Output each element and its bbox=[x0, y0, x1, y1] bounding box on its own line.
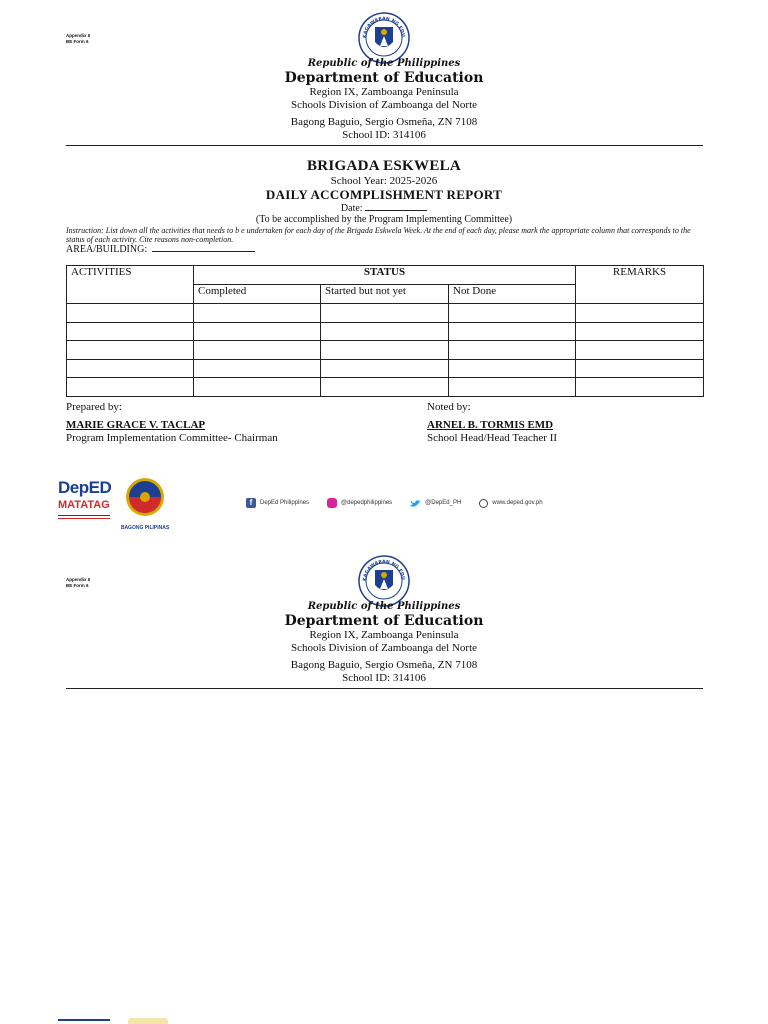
logo-underline bbox=[58, 518, 110, 519]
remarks-cell[interactable] bbox=[576, 378, 704, 397]
instagram-link[interactable]: @depedphilippines bbox=[341, 500, 393, 506]
activity-cell[interactable] bbox=[67, 359, 194, 378]
activity-cell[interactable] bbox=[67, 322, 194, 341]
not-done-cell[interactable] bbox=[449, 359, 576, 378]
remarks-cell[interactable] bbox=[576, 304, 704, 323]
division-line: Schools Division of Zamboanga del Norte bbox=[290, 642, 478, 654]
appendix-label bbox=[66, 577, 90, 589]
not-done-header: Not Done bbox=[449, 285, 576, 304]
started-cell[interactable] bbox=[321, 304, 449, 323]
completed-header: Completed bbox=[194, 285, 321, 304]
department-line: Department of Education bbox=[284, 70, 484, 86]
date-field bbox=[0, 203, 768, 214]
deped-matatag-logo bbox=[58, 478, 114, 530]
logo-underline bbox=[58, 515, 110, 516]
table-row bbox=[67, 359, 704, 378]
not-done-cell[interactable] bbox=[449, 378, 576, 397]
table-row bbox=[67, 378, 704, 397]
completed-cell[interactable] bbox=[194, 359, 321, 378]
table-row bbox=[67, 341, 704, 360]
area-label: AREA/BUILDING: bbox=[66, 244, 148, 255]
logo-underline bbox=[58, 1019, 110, 1021]
not-done-cell[interactable] bbox=[449, 341, 576, 360]
appendix-line: Appendix II bbox=[66, 577, 91, 582]
svg-text:KAGAWARAN NG EDUKASYON: KAGAWARAN NG EDU bbox=[362, 16, 406, 39]
remarks-cell[interactable] bbox=[576, 359, 704, 378]
started-cell[interactable] bbox=[321, 322, 449, 341]
header-divider bbox=[66, 145, 703, 146]
date-blank[interactable] bbox=[365, 210, 427, 211]
activities-header: ACTIVITIES bbox=[67, 266, 194, 304]
region-line: Region IX, Zamboanga Peninsula bbox=[309, 86, 459, 98]
completed-cell[interactable] bbox=[194, 322, 321, 341]
report-title: BRIGADA ESKWELA bbox=[306, 158, 462, 174]
social-links bbox=[246, 498, 543, 508]
region-line: Region IX, Zamboanga Peninsula bbox=[309, 629, 459, 641]
accomplishment-table bbox=[66, 265, 704, 397]
instruction-text: Instruction: List down all the activities that needs to b e undertaken for each day of the Brigada Eskwela Week. At the end of each day, please mark the appropriate column that corresponds to the status of each activity. Cite reasons non-completion. bbox=[66, 226, 691, 244]
started-header: Started but not yet bbox=[321, 285, 449, 304]
noted-by-label: Noted by: bbox=[427, 401, 471, 413]
prepared-by-position: Program Implementation Committee- Chairman bbox=[66, 432, 278, 444]
school-id: School ID: 314106 bbox=[342, 672, 426, 684]
form-number: BE Form 6 bbox=[66, 583, 89, 588]
svg-text:KAGAWARAN NG EDUKASYON: KAGAWARAN NG EDU bbox=[362, 559, 406, 582]
republic-line: Republic of the Philippines bbox=[307, 58, 461, 69]
form-number: BE Form 6 bbox=[66, 39, 89, 44]
deped-logo-text: DepED bbox=[58, 478, 112, 497]
republic-line: Republic of the Philippines bbox=[307, 601, 461, 612]
area-building-field bbox=[66, 244, 255, 255]
deped-seal bbox=[358, 555, 410, 607]
school-year: School Year: 2025-2026 bbox=[330, 175, 438, 187]
table-row bbox=[67, 304, 704, 323]
activity-cell[interactable] bbox=[67, 378, 194, 397]
remarks-cell[interactable] bbox=[576, 341, 704, 360]
noted-by-position: School Head/Head Teacher II bbox=[427, 432, 558, 444]
report-subtitle: DAILY ACCOMPLISHMENT REPORT bbox=[265, 187, 503, 202]
school-id: School ID: 314106 bbox=[342, 129, 426, 141]
area-blank[interactable] bbox=[152, 251, 255, 252]
globe-icon bbox=[479, 499, 488, 508]
division-line: Schools Division of Zamboanga del Norte bbox=[290, 99, 478, 111]
bagong-pilipinas-text: BAGONG PILIPINAS bbox=[120, 525, 170, 531]
header-divider bbox=[66, 688, 703, 689]
deped-seal bbox=[358, 12, 410, 64]
prepared-by-label: Prepared by: bbox=[66, 401, 122, 413]
date-label: Date: bbox=[340, 203, 363, 214]
bagong-pilipinas-logo bbox=[128, 1018, 168, 1024]
activity-cell[interactable] bbox=[67, 341, 194, 360]
department-line: Department of Education bbox=[284, 613, 484, 629]
prepared-by-name: MARIE GRACE V. TACLAP bbox=[66, 419, 206, 431]
activity-cell[interactable] bbox=[67, 304, 194, 323]
table-header-row bbox=[67, 266, 704, 285]
started-cell[interactable] bbox=[321, 378, 449, 397]
bagong-pilipinas-emblem bbox=[117, 476, 173, 520]
not-done-cell[interactable] bbox=[449, 322, 576, 341]
address-line: Bagong Baguio, Sergio Osmeña, ZN 7108 bbox=[290, 116, 478, 128]
facebook-icon: f bbox=[246, 498, 256, 508]
accomplished-note: (To be accomplished by the Program Implementing Committee) bbox=[255, 214, 513, 225]
address-line: Bagong Baguio, Sergio Osmeña, ZN 7108 bbox=[290, 659, 478, 671]
table-row bbox=[67, 322, 704, 341]
started-cell[interactable] bbox=[321, 359, 449, 378]
website-link[interactable]: www.deped.gov.ph bbox=[492, 500, 543, 506]
noted-by-name: ARNEL B. TORMIS EMD bbox=[427, 419, 554, 431]
facebook-link[interactable]: DepEd Philippines bbox=[260, 500, 310, 506]
not-done-cell[interactable] bbox=[449, 304, 576, 323]
twitter-link[interactable]: @DepEd_PH bbox=[425, 500, 462, 506]
remarks-header: REMARKS bbox=[576, 266, 704, 304]
status-header: STATUS bbox=[194, 266, 576, 285]
appendix-label bbox=[66, 33, 90, 45]
completed-cell[interactable] bbox=[194, 378, 321, 397]
completed-cell[interactable] bbox=[194, 341, 321, 360]
twitter-icon bbox=[410, 499, 421, 508]
appendix-line: Appendix II bbox=[66, 33, 91, 38]
instagram-icon bbox=[327, 498, 337, 508]
matatag-text: MATATAG bbox=[58, 499, 110, 511]
bagong-pilipinas-logo bbox=[117, 476, 173, 531]
started-cell[interactable] bbox=[321, 341, 449, 360]
completed-cell[interactable] bbox=[194, 304, 321, 323]
remarks-cell[interactable] bbox=[576, 322, 704, 341]
